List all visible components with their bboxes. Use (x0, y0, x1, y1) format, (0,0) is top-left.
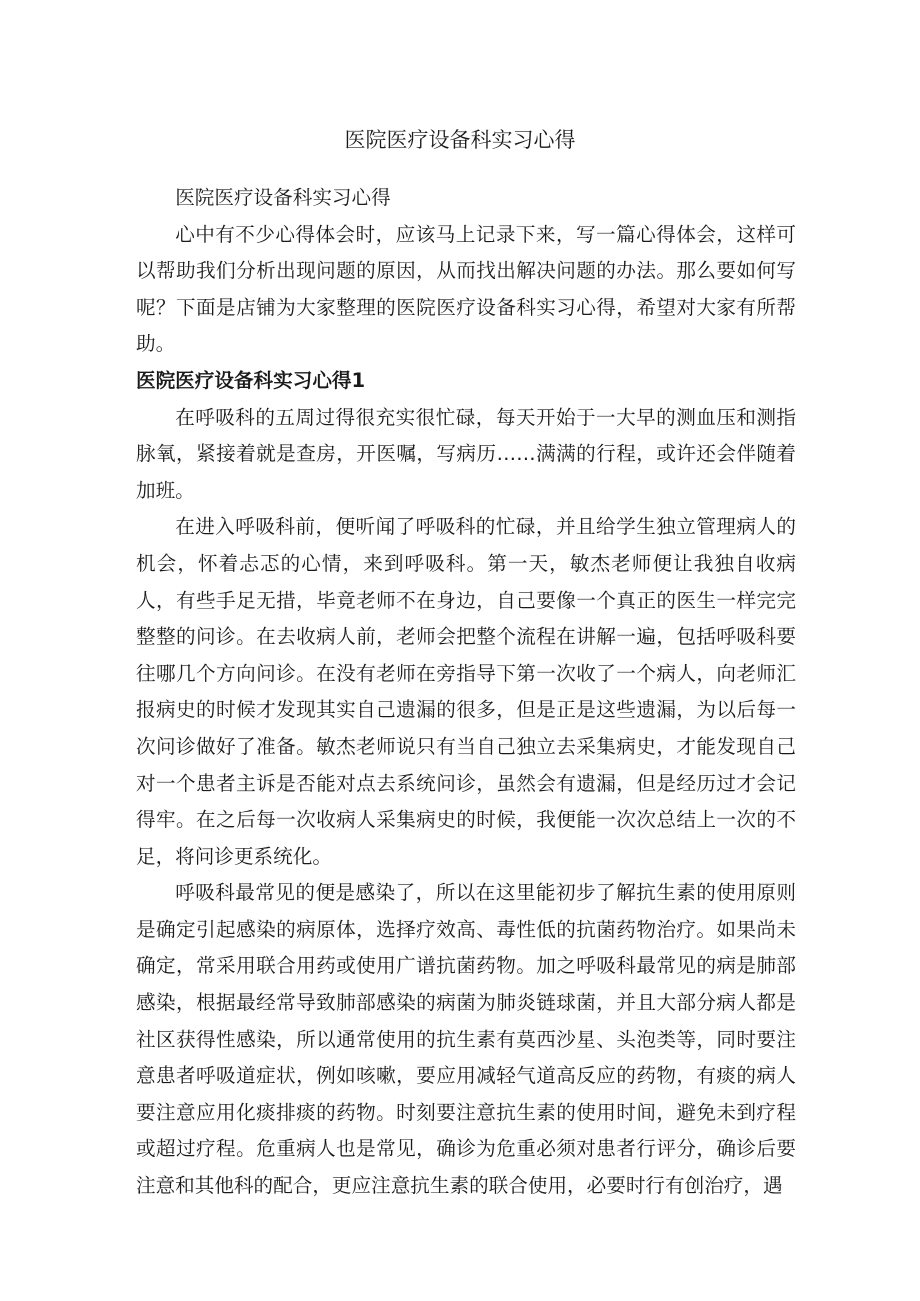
body-paragraph: 在进入呼吸科前，便听闻了呼吸科的忙碌，并且给学生独立管理病人的机会，怀着忐忑的心情，来到呼吸科。第一天，敏杰老师便让我独自收病人，有些手足无措，毕竟老师不在身边，自己要像一个真正的医生一样完完整整的问诊。在去收病人前，老师会把整个流程在讲解一遍，包括呼吸科要往哪几个方向问诊。在没有老师在旁指导下第一次收了一个病人，向老师汇报病史的时候才发现其实自己遗漏的很多，但是正是这些遗漏，为以后每一次问诊做好了准备。敏杰老师说只有当自己独立去采集病史，才能发现自己对一个患者主诉是否能对点去系统问诊，虽然会有遗漏，但是经历过才会记得牢。在之后每一次收病人采集病史的时候，我便能一次次总结上一次的不足，将问诊更系统化。 (136, 515, 796, 868)
section-heading: 医院医疗设备科实习心得1 (136, 368, 366, 392)
document-title: 医院医疗设备科实习心得 (344, 128, 576, 152)
document-body (136, 180, 796, 1205)
intro-paragraph: 心中有不少心得体会时，应该马上记录下来，写一篇心得体会，这样可以帮助我们分析出现问题的原因，从而找出解决问题的办法。那么要如何写呢？下面是店铺为大家整理的医院医疗设备科实习心得，希望对大家有所帮助。 (136, 222, 796, 356)
body-paragraph: 呼吸科最常见的便是感染了，所以在这里能初步了解抗生素的使用原则是确定引起感染的病原体，选择疗效高、毒性低的抗菌药物治疗。如果尚未确定，常采用联合用药或使用广谱抗菌药物。加之呼吸科最常见的病是肺部感染，根据最经常导致肺部感染的病菌为肺炎链球菌，并且大部分病人都是社区获得性感染，所以通常使用的抗生素有莫西沙星、头泡类等，同时要注意患者呼吸道症状，例如咳嗽，要应用减轻气道高反应的药物，有痰的病人要注意应用化痰排痰的药物。时刻要注意抗生素的使用时间，避免未到疗程或超过疗程。危重病人也是常见，确诊为危重必须对患者行评分，确诊后要注意和其他科的配合，更应注意抗生素的联合使用，必要时行有创治疗，遇 (136, 881, 796, 1198)
body-paragraph: 在呼吸科的五周过得很充实很忙碌，每天开始于一大早的测血压和测指脉氧，紧接着就是查房，开医嘱，写病历……满满的行程，或许还会伴随着加班。 (136, 405, 796, 502)
subtitle-paragraph: 医院医疗设备科实习心得 (175, 186, 391, 209)
